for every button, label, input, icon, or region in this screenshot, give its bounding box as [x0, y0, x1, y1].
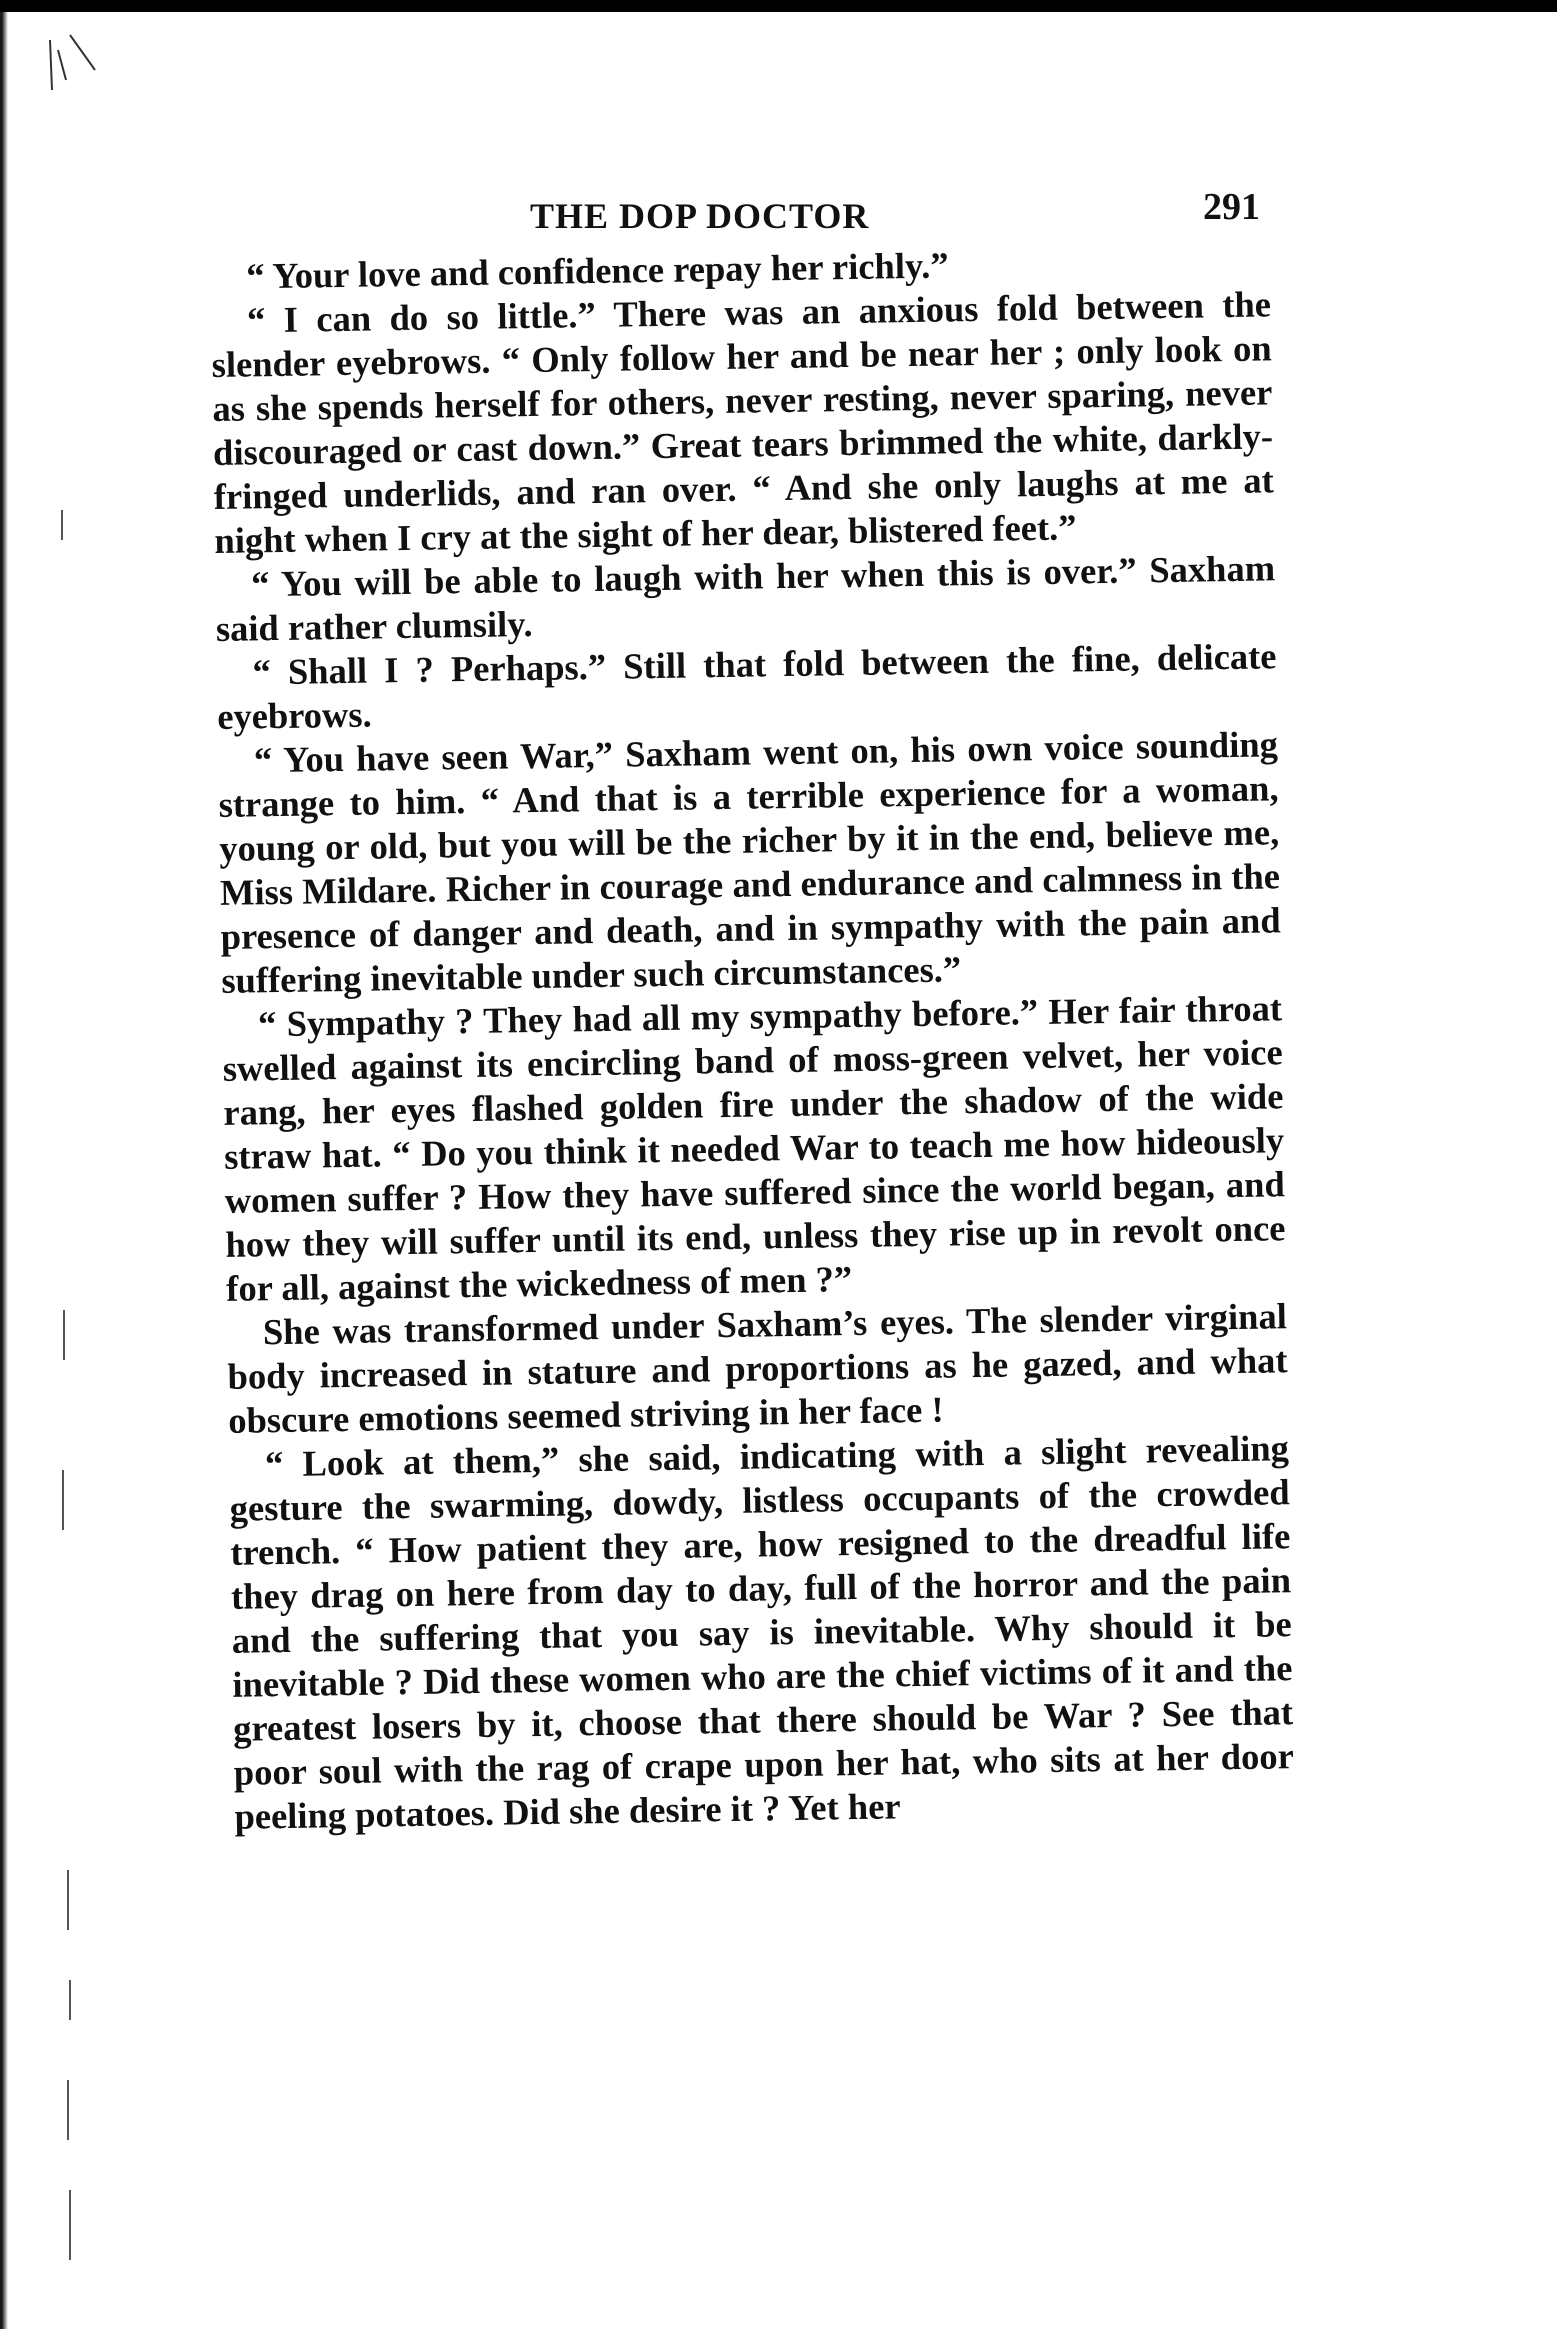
- body-text: [210, 238, 1295, 1838]
- paragraph: She was transformed under Saxham’s eyes. The slender virginal body increased in stature and proportions as he gazed, and what obscure emotions seemed striving in her face !: [227, 1295, 1288, 1441]
- paragraph: “ You will be able to laugh with her when this is over.” Saxham said rather clumsily.: [215, 547, 1276, 649]
- scan-binding-edge: [0, 12, 8, 2329]
- paragraph: “ Your love and confidence repay her richly.”: [246, 244, 949, 297]
- paragraph: “ Shall I ? Perhaps.” Still that fold between the fine, delicate eyebrows.: [216, 635, 1277, 737]
- page-header: [200, 175, 1270, 245]
- binding-scratch-marks: [40, 30, 100, 2310]
- running-title: THE DOP DOCTOR: [530, 196, 870, 236]
- scan-top-border: [0, 0, 1557, 12]
- paragraph: “ I can do so little.” There was an anxious fold between the slender eyebrows. “ Only follow her and be near her ; only look on as she spends herself for others, never resting, never sparing, never discouraged or cast down.” Great tears brimmed the white, darkly-fringed underlids, and ran over. “ And she only laughs at me at night when I cry at the sight of her dear, blistered feet.”: [211, 283, 1274, 561]
- paragraph: “ Look at them,” she said, indicating with a slight revealing gesture the swarming, dowdy, listless occupants of the crowded trench. “ How patient they are, how resigned to the dreadful life they drag on here from day to day, full of the horror and the pain and the suffering that you say is inevitable. Why should it be inevitable ? Did these women who are the chief victims of it and the greatest losers by it, choose that there should be War ? See that poor soul with the rag of crape upon her hat, who sits at her door peeling potatoes. Did she desire it ? Yet her: [229, 1427, 1295, 1837]
- paragraph: “ You have seen War,” Saxham went on, his own voice sounding strange to him. “ And that is a terrible experience for a woman, young or old, but you will be the richer by it in the end, believe me, Miss Mildare. Richer in courage and endurance and calmness in the presence of danger and death, and in sympathy with the pain and suffering inevitable under such circumstances.”: [218, 723, 1281, 1001]
- paragraph: “ Sympathy ? They had all my sympathy before.” Her fair throat swelled against its encircling band of moss-green velvet, her voice rang, her eyes flashed golden fire under the shadow of the wide straw hat. “ Do you think it needed War to teach me how hideously women suffer ? How they have suffered since the world began, and how they will suffer until its end, unless they rise up in revolt once for all, against the wickedness of men ?”: [222, 987, 1286, 1309]
- page-number: 291: [1203, 186, 1260, 228]
